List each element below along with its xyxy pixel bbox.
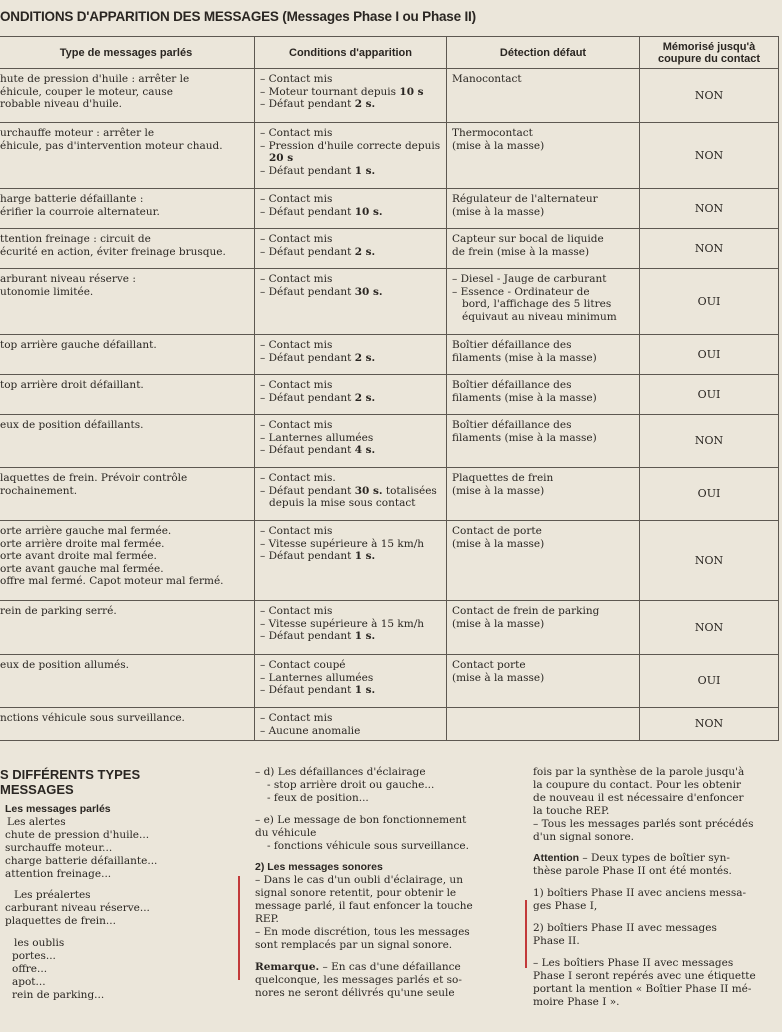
table-row bbox=[0, 521, 779, 601]
message-type-line: rein de parking serré. bbox=[0, 605, 117, 617]
table-row bbox=[0, 468, 779, 521]
message-type-cell bbox=[0, 269, 255, 335]
message-type-line: top arrière gauche défaillant. bbox=[0, 339, 157, 351]
message-type-line: orte arrière droite mal fermée. bbox=[0, 537, 165, 550]
message-type-line: érifier la courroie alternateur. bbox=[0, 205, 160, 218]
detection-cell bbox=[447, 521, 640, 601]
alerts-list bbox=[0, 829, 232, 881]
detection-line: Capteur sur bocal de liquide bbox=[452, 233, 604, 245]
message-type-line: utonomie limitée. bbox=[0, 285, 94, 298]
conditions-cell bbox=[255, 375, 447, 415]
condition-line: – Contact mis bbox=[260, 339, 333, 351]
detection-line: Boîtier défaillance des bbox=[452, 339, 572, 351]
condition-line: – Contact mis bbox=[260, 605, 333, 617]
red-margin-mark bbox=[238, 876, 240, 980]
table-row bbox=[0, 375, 779, 415]
alert-item: surchauffe moteur... bbox=[5, 841, 113, 854]
condition-line: – Défaut pendant 4 s. bbox=[260, 444, 376, 457]
detection-cell bbox=[447, 468, 640, 521]
oubli-item: rein de parking... bbox=[12, 988, 105, 1001]
memorized-cell: NON bbox=[640, 189, 779, 229]
message-type-cell bbox=[0, 229, 255, 269]
alert-item: chute de pression d'huile... bbox=[5, 828, 150, 841]
condition-line: – Lanternes allumées bbox=[260, 431, 374, 444]
attention-first-line bbox=[533, 852, 782, 865]
page-title: ONDITIONS D'APPARITION DES MESSAGES (Messages Phase I ou Phase II) bbox=[0, 9, 476, 24]
message-type-cell bbox=[0, 415, 255, 468]
message-type-line: eux de position défaillants. bbox=[0, 419, 144, 431]
sound-paragraph-line: REP. bbox=[255, 913, 279, 926]
table-row bbox=[0, 335, 779, 375]
boitier-type-line: 2) boîtiers Phase II avec messages bbox=[533, 922, 717, 935]
col3-paragraph-line: la touche REP. bbox=[533, 804, 610, 817]
table-header-row bbox=[0, 37, 779, 69]
red-margin-mark-2 bbox=[525, 900, 527, 968]
detection-line: Manocontact bbox=[452, 73, 522, 85]
detection-cell bbox=[447, 655, 640, 708]
alert-item: charge batterie défaillante... bbox=[5, 854, 158, 867]
message-type-cell bbox=[0, 468, 255, 521]
boitier-type-line: Phase II. bbox=[533, 934, 580, 947]
table-row bbox=[0, 189, 779, 229]
detection-cell bbox=[447, 69, 640, 123]
detection-cell bbox=[447, 229, 640, 269]
sound-paragraph-line: – Dans le cas d'un oubli d'éclairage, un bbox=[255, 874, 463, 887]
detection-line: Thermocontact bbox=[452, 127, 533, 139]
boitier-type-line: 1) boîtiers Phase II avec anciens messa- bbox=[533, 887, 747, 900]
condition-line: – Défaut pendant 1 s. bbox=[260, 550, 376, 563]
detection-line: (mise à la masse) bbox=[452, 205, 545, 218]
remark-text-line-2: quelconque, les messages parlés et so- bbox=[255, 973, 462, 986]
message-type-line: hute de pression d'huile : arrêter le bbox=[0, 73, 190, 85]
condition-line: – Défaut pendant 10 s. bbox=[260, 205, 383, 218]
table-row bbox=[0, 229, 779, 269]
prealerts-label: Les préalertes bbox=[14, 889, 91, 902]
conditions-cell bbox=[255, 229, 447, 269]
condition-line: – Défaut pendant 2 s. bbox=[260, 351, 376, 364]
col3-paragraph-1 bbox=[533, 766, 782, 818]
message-type-line: rochainement. bbox=[0, 484, 78, 497]
condition-line: – Vitesse supérieure à 15 km/h bbox=[260, 537, 425, 550]
sound-paragraph-line: signal sonore retentit, pour obtenir le bbox=[255, 887, 457, 900]
alert-item: attention freinage... bbox=[5, 867, 112, 880]
attention-text-line-2: thèse parole Phase II ont été montés. bbox=[533, 865, 732, 878]
header-type: Type de messages parlés bbox=[0, 37, 255, 69]
table-row bbox=[0, 69, 779, 123]
message-type-line: top arrière droit défaillant. bbox=[0, 379, 144, 391]
message-type-line: écurité en action, éviter freinage brusque. bbox=[0, 245, 226, 258]
condition-line: – Défaut pendant 2 s. bbox=[260, 391, 376, 404]
remark-text-line-1: – En cas d'une défaillance bbox=[319, 960, 461, 973]
col3-paragraph-line: fois par la synthèse de la parole jusqu'à bbox=[533, 766, 745, 778]
detection-line: – Diesel - Jauge de carburant bbox=[452, 273, 607, 285]
lighting-failure-sub-item: - feux de position... bbox=[267, 791, 369, 804]
alerts-label: Les alertes bbox=[7, 815, 66, 828]
message-type-line: urchauffe moteur : arrêter le bbox=[0, 127, 155, 139]
header-memorized: Mémorisé jusqu'à coupure du contact bbox=[640, 37, 779, 69]
detection-line: bord, l'affichage des 5 litres bbox=[452, 298, 612, 311]
sound-paragraph-2 bbox=[255, 926, 507, 952]
memorized-cell: NON bbox=[640, 229, 779, 269]
detection-line: filaments (mise à la masse) bbox=[452, 351, 597, 364]
message-type-cell bbox=[0, 375, 255, 415]
col3-paragraph-line: de nouveau il est nécessaire d'enfoncer bbox=[533, 791, 744, 804]
section-heading-line-1: S DIFFÉRENTS TYPES bbox=[0, 767, 141, 782]
condition-line: – Défaut pendant 30 s. totalisées depuis la mise sous contact bbox=[260, 484, 437, 510]
section-heading-line-2: MESSAGES bbox=[0, 782, 74, 797]
detection-line: Boîtier défaillance des bbox=[452, 419, 572, 431]
col3-paragraph-2 bbox=[533, 818, 782, 844]
detection-line: – Essence - Ordinateur de bbox=[452, 285, 590, 298]
table-row bbox=[0, 708, 779, 741]
message-type-line: éhicule, pas d'intervention moteur chaud. bbox=[0, 139, 223, 152]
prealerts-list bbox=[0, 902, 232, 928]
memorized-cell: NON bbox=[640, 521, 779, 601]
col3-paragraph-line: d'un signal sonore. bbox=[533, 830, 635, 843]
oublis-label: les oublis bbox=[14, 937, 65, 950]
col3-paragraph-line: – Tous les messages parlés sont précédés bbox=[533, 817, 754, 830]
good-operation-line: – e) Le message de bon fonctionnement bbox=[255, 813, 467, 826]
attention-label: Attention bbox=[533, 852, 580, 865]
condition-line: – Pression d'huile correcte depuis 20 s bbox=[260, 139, 441, 165]
good-operation-sub: - fonctions véhicule sous surveillance. bbox=[267, 839, 469, 852]
condition-line: – Moteur tournant depuis 10 s bbox=[260, 85, 424, 98]
detection-cell bbox=[447, 415, 640, 468]
boitier-note-line: portant la mention « Boîtier Phase II mé- bbox=[533, 982, 752, 995]
table-row bbox=[0, 655, 779, 708]
message-type-line: eux de position allumés. bbox=[0, 659, 129, 671]
detection-line: (mise à la masse) bbox=[452, 617, 545, 630]
sound-paragraph-1 bbox=[255, 874, 507, 926]
detection-cell bbox=[447, 189, 640, 229]
conditions-cell bbox=[255, 123, 447, 189]
prealert-item: plaquettes de frein... bbox=[5, 915, 116, 928]
column-3 bbox=[533, 766, 782, 1009]
condition-line: – Contact mis bbox=[260, 379, 333, 391]
sound-paragraph-line: – En mode discrétion, tous les messages bbox=[255, 925, 470, 938]
message-type-line: éhicule, couper le moteur, cause bbox=[0, 85, 173, 98]
conditions-cell bbox=[255, 269, 447, 335]
condition-line: – Défaut pendant 2 s. bbox=[260, 245, 376, 258]
messages-table bbox=[0, 36, 779, 741]
conditions-cell bbox=[255, 415, 447, 468]
detection-line: Contact de porte bbox=[452, 525, 542, 537]
header-conditions: Conditions d'apparition bbox=[255, 37, 447, 69]
oubli-item: portes... bbox=[12, 950, 56, 963]
lighting-failure-sub-item: - stop arrière droit ou gauche... bbox=[267, 778, 435, 791]
condition-line: – Défaut pendant 1 s. bbox=[260, 684, 376, 697]
condition-line: – Vitesse supérieure à 15 km/h bbox=[260, 617, 425, 630]
condition-line: – Contact mis bbox=[260, 525, 333, 537]
message-type-cell bbox=[0, 521, 255, 601]
detection-line: Boîtier défaillance des bbox=[452, 379, 572, 391]
detection-line: filaments (mise à la masse) bbox=[452, 431, 597, 444]
remark-label: Remarque. bbox=[255, 960, 320, 973]
message-type-line: offre mal fermé. Capot moteur mal fermé. bbox=[0, 575, 224, 588]
message-type-line: laquettes de frein. Prévoir contrôle bbox=[0, 472, 188, 484]
memorized-cell: OUI bbox=[640, 269, 779, 335]
message-type-cell bbox=[0, 655, 255, 708]
detection-cell bbox=[447, 601, 640, 655]
lighting-failures-sublist bbox=[255, 779, 507, 805]
message-type-line: orte avant gauche mal fermée. bbox=[0, 562, 164, 575]
oubli-item: offre... bbox=[12, 962, 48, 975]
conditions-cell bbox=[255, 468, 447, 521]
message-type-line: nctions véhicule sous surveillance. bbox=[0, 712, 185, 724]
conditions-cell bbox=[255, 335, 447, 375]
oubli-item: apot... bbox=[12, 975, 46, 988]
detection-line: équivaut au niveau minimum bbox=[452, 310, 617, 323]
table-row bbox=[0, 601, 779, 655]
detection-line: (mise à la masse) bbox=[452, 139, 545, 152]
memorized-cell: OUI bbox=[640, 655, 779, 708]
boitier-type-1 bbox=[533, 887, 782, 913]
good-operation-line: du véhicule bbox=[255, 826, 317, 839]
condition-line: – Lanternes allumées bbox=[260, 671, 374, 684]
memorized-cell: NON bbox=[640, 69, 779, 123]
detection-line: (mise à la masse) bbox=[452, 671, 545, 684]
message-type-line: orte avant droite mal fermée. bbox=[0, 550, 157, 563]
lighting-failures-item: – d) Les défaillances d'éclairage bbox=[255, 766, 426, 778]
message-type-line: arburant niveau réserve : bbox=[0, 273, 136, 285]
detection-line: Contact porte bbox=[452, 659, 526, 671]
condition-line: – Contact mis bbox=[260, 73, 333, 85]
condition-line: – Contact mis. bbox=[260, 472, 336, 484]
memorized-cell: OUI bbox=[640, 375, 779, 415]
oublis-list bbox=[0, 950, 232, 1002]
conditions-cell bbox=[255, 189, 447, 229]
remark-first-line bbox=[255, 961, 507, 974]
detection-line: Contact de frein de parking bbox=[452, 605, 600, 617]
conditions-cell bbox=[255, 521, 447, 601]
detection-cell bbox=[447, 269, 640, 335]
col3-paragraph-line: la coupure du contact. Pour les obtenir bbox=[533, 778, 742, 791]
conditions-cell bbox=[255, 708, 447, 741]
condition-line: – Défaut pendant 30 s. bbox=[260, 285, 383, 298]
boitier-note-line: moire Phase I ». bbox=[533, 995, 620, 1008]
memorized-cell: NON bbox=[640, 708, 779, 741]
condition-line: – Contact mis bbox=[260, 712, 333, 724]
table-body bbox=[0, 69, 779, 741]
good-operation-item bbox=[255, 814, 507, 840]
message-type-cell bbox=[0, 189, 255, 229]
condition-line: – Défaut pendant 1 s. bbox=[260, 164, 376, 177]
detection-line: de frein (mise à la masse) bbox=[452, 245, 590, 258]
detection-cell bbox=[447, 708, 640, 741]
sound-paragraph-line: message parlé, il faut enfoncer la touche bbox=[255, 900, 473, 913]
detection-line: filaments (mise à la masse) bbox=[452, 391, 597, 404]
condition-line: – Contact mis bbox=[260, 233, 333, 245]
message-type-cell bbox=[0, 69, 255, 123]
prealert-item: carburant niveau réserve... bbox=[5, 902, 150, 915]
memorized-cell: OUI bbox=[640, 335, 779, 375]
memorized-cell: NON bbox=[640, 415, 779, 468]
message-type-cell bbox=[0, 123, 255, 189]
detection-line: Régulateur de l'alternateur bbox=[452, 193, 598, 205]
remark-text-line-3: nores ne seront délivrés qu'une seule bbox=[255, 986, 455, 999]
detection-line: (mise à la masse) bbox=[452, 484, 545, 497]
detection-cell bbox=[447, 335, 640, 375]
message-type-line: ttention freinage : circuit de bbox=[0, 233, 151, 245]
column-1 bbox=[0, 767, 232, 1002]
header-detection: Détection défaut bbox=[447, 37, 640, 69]
memorized-cell: OUI bbox=[640, 468, 779, 521]
message-type-cell bbox=[0, 335, 255, 375]
condition-line: – Contact mis bbox=[260, 193, 333, 205]
table-row bbox=[0, 123, 779, 189]
conditions-cell bbox=[255, 601, 447, 655]
message-type-cell bbox=[0, 708, 255, 741]
condition-line: – Défaut pendant 2 s. bbox=[260, 98, 376, 111]
spoken-messages-heading: Les messages parlés bbox=[5, 803, 111, 815]
sound-paragraph-line: sont remplacés par un signal sonore. bbox=[255, 938, 453, 951]
detection-line: Plaquettes de frein bbox=[452, 472, 554, 484]
sound-messages-heading: 2) Les messages sonores bbox=[255, 861, 383, 874]
boitier-type-2 bbox=[533, 922, 782, 948]
table-row bbox=[0, 415, 779, 468]
conditions-cell bbox=[255, 655, 447, 708]
condition-line: – Contact mis bbox=[260, 273, 333, 285]
message-type-line: robable niveau d'huile. bbox=[0, 98, 122, 111]
detection-cell bbox=[447, 123, 640, 189]
conditions-cell bbox=[255, 69, 447, 123]
condition-line: – Aucune anomalie bbox=[260, 724, 361, 737]
message-type-cell bbox=[0, 601, 255, 655]
memorized-cell: NON bbox=[640, 123, 779, 189]
message-type-line: harge batterie défaillante : bbox=[0, 193, 144, 205]
detection-line: (mise à la masse) bbox=[452, 537, 545, 550]
column-2 bbox=[255, 766, 507, 1000]
memorized-cell: NON bbox=[640, 601, 779, 655]
condition-line: – Contact mis bbox=[260, 419, 333, 431]
boitier-note bbox=[533, 957, 782, 1009]
condition-line: – Défaut pendant 1 s. bbox=[260, 630, 376, 643]
boitier-note-line: – Les boîtiers Phase II avec messages bbox=[533, 956, 734, 969]
condition-line: – Contact mis bbox=[260, 127, 333, 139]
boitier-type-line: ges Phase I, bbox=[533, 900, 598, 913]
detection-cell bbox=[447, 375, 640, 415]
message-type-line: orte arrière gauche mal fermée. bbox=[0, 525, 172, 537]
table-row bbox=[0, 269, 779, 335]
condition-line: – Contact coupé bbox=[260, 659, 346, 671]
attention-text-line-1: – Deux types de boîtier syn- bbox=[579, 852, 730, 865]
boitier-note-line: Phase I seront repérés avec une étiquette bbox=[533, 969, 756, 982]
